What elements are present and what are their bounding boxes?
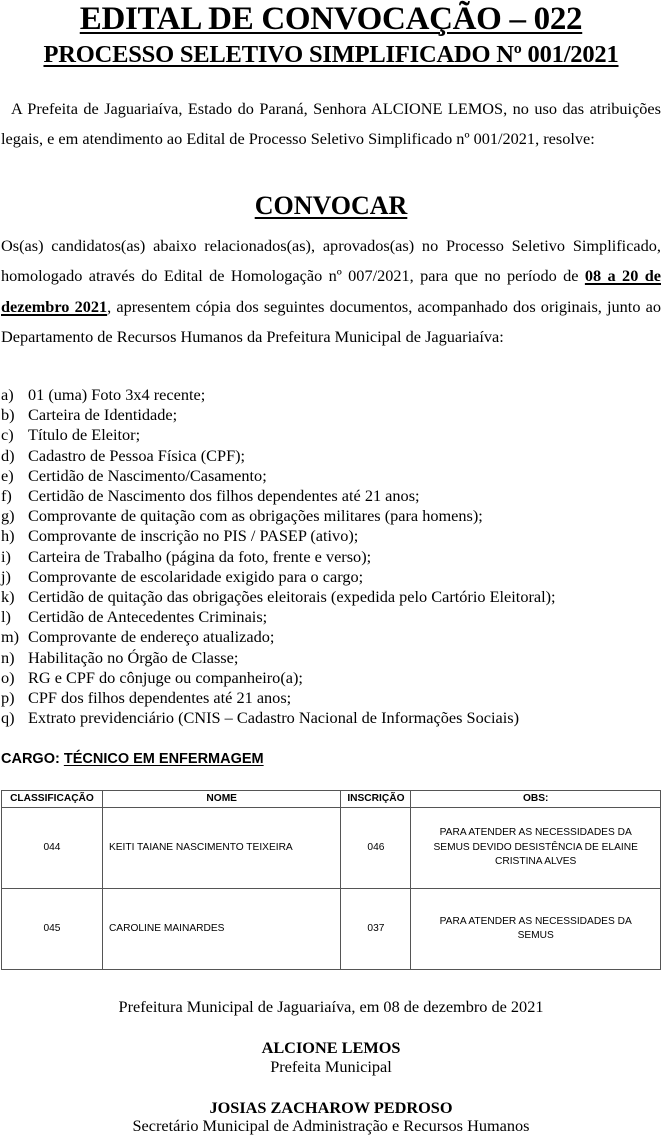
list-item-text: Certidão de Nascimento/Casamento; — [28, 465, 267, 485]
candidates-table — [1, 790, 661, 970]
body-text-part1: Os(as) candidatos(as) abaixo relacionados(as), aprovados(as) no Processo Seletivo Simplificado, homologado através do Edital de Homologação nº 007/2021, para que no período de — [1, 236, 661, 286]
list-item-text: Certidão de quitação das obrigações eleitorais (expedida pelo Cartório Eleitoral); — [28, 587, 556, 607]
list-item-text: 01 (uma) Foto 3x4 recente; — [28, 385, 206, 404]
list-item-letter: e) — [1, 465, 14, 485]
list-item-text: Comprovante de inscrição no PIS / PASEP (ativo); — [28, 526, 359, 546]
signatory-role: Secretário Municipal de Administração e Recursos Humanos — [132, 1116, 530, 1135]
cargo-value: TÉCNICO EM ENFERMAGEM — [63, 751, 264, 767]
list-item-text: Comprovante de endereço atualizado; — [28, 627, 275, 647]
cell-classificacao: 045 — [2, 889, 103, 970]
header-inscricao: INSCRIÇÃO — [341, 791, 411, 808]
list-item-letter: f) — [1, 486, 12, 506]
intro-paragraph: A Prefeita de Jaguariaíva, Estado do Paraná, Senhora ALCIONE LEMOS, no uso das atribuições legais, e em atendimento ao Edital de Processo Seletivo Simplificado nº 001/2021, resolve: — [1, 99, 661, 149]
list-item — [1, 526, 556, 546]
list-item-text: Extrato previdenciário (CNIS – Cadastro Nacional de Informações Sociais) — [28, 708, 519, 728]
list-item — [1, 486, 556, 506]
cargo-line — [1, 749, 264, 769]
list-item-letter: a) — [1, 385, 14, 404]
list-item — [1, 688, 556, 708]
list-item-letter: c) — [1, 425, 14, 445]
list-item — [1, 648, 556, 668]
list-item-text: RG e CPF do cônjuge ou companheiro(a); — [28, 667, 303, 687]
list-item — [1, 668, 556, 688]
cargo-label: CARGO: — [1, 751, 64, 767]
list-item — [1, 547, 556, 567]
list-item-letter: d) — [1, 445, 15, 465]
convocar-heading: CONVOCAR — [254, 191, 408, 220]
list-item-letter: l) — [1, 607, 11, 627]
list-item-letter: h) — [1, 526, 15, 546]
cell-nome: KEITI TAIANE NASCIMENTO TEIXEIRA — [102, 808, 341, 889]
cell-obs: PARA ATENDER AS NECESSIDADES DA SEMUS DEVIDO DESISTÊNCIA DE ELAINE CRISTINA ALVES — [411, 808, 661, 889]
list-item-letter: b) — [1, 405, 15, 425]
list-item-letter: k) — [1, 587, 15, 607]
list-item-letter: p) — [1, 688, 15, 708]
body-paragraph — [1, 231, 661, 352]
list-item — [1, 587, 556, 607]
list-item — [1, 425, 556, 445]
list-item — [1, 607, 556, 627]
place-and-date: Prefeitura Municipal de Jaguariaíva, em 08 de dezembro de 2021 — [118, 997, 544, 1016]
cell-classificacao: 044 — [2, 808, 103, 889]
list-item-text: Certidão de Nascimento dos filhos dependentes até 21 anos; — [28, 486, 420, 506]
header-classificacao: CLASSIFICAÇÃO — [2, 791, 103, 808]
list-item-letter: o) — [1, 667, 15, 687]
list-item-text: Comprovante de quitação com as obrigações militares (para homens); — [28, 506, 483, 526]
list-item-text: Comprovante de escolaridade exigido para o cargo; — [28, 566, 364, 586]
header-obs: OBS: — [411, 791, 661, 808]
list-item — [1, 446, 556, 466]
list-item-text: Certidão de Antecedentes Criminais; — [28, 607, 268, 627]
list-item — [1, 405, 556, 425]
list-item-text: Título de Eleitor; — [28, 425, 141, 445]
table-row — [2, 808, 661, 889]
list-item — [1, 466, 556, 486]
list-item-letter: g) — [1, 506, 15, 526]
list-item — [1, 385, 556, 405]
cell-obs: PARA ATENDER AS NECESSIDADES DA SEMUS — [411, 889, 661, 970]
list-item — [1, 708, 556, 728]
list-item-text: Cadastro de Pessoa Física (CPF); — [28, 445, 246, 465]
list-item-letter: i) — [1, 546, 11, 566]
header-nome: NOME — [102, 791, 341, 808]
list-item-letter: j) — [1, 566, 11, 586]
list-item-text: Carteira de Identidade; — [28, 405, 178, 425]
cell-nome: CAROLINE MAINARDES — [102, 889, 341, 970]
signatory-name: ALCIONE LEMOS — [261, 1038, 401, 1057]
body-text-part2: , apresentem cópia dos seguintes documentos, acompanhado dos originais, junto ao Departamento de Recursos Humanos da Prefeitura Municipal de Jaguariaíva: — [1, 296, 661, 346]
list-item-letter: n) — [1, 647, 15, 667]
document-title: EDITAL DE CONVOCAÇÃO – 022 — [79, 1, 583, 37]
list-item-letter: q) — [1, 708, 15, 728]
list-item — [1, 567, 556, 587]
list-item-letter: m) — [1, 627, 20, 647]
table-row — [2, 889, 661, 970]
signatory-name: JOSIAS ZACHAROW PEDROSO — [209, 1098, 453, 1117]
table-header-row — [2, 791, 661, 808]
signatory-role: Prefeita Municipal — [270, 1057, 392, 1076]
list-item-text: Habilitação no Órgão de Classe; — [28, 647, 239, 667]
period-dates: 08 a 20 de dezembro 2021 — [1, 266, 661, 316]
list-item-text: CPF dos filhos dependentes até 21 anos; — [28, 688, 292, 708]
cell-inscricao: 037 — [341, 889, 411, 970]
list-item — [1, 627, 556, 647]
document-subtitle: PROCESSO SELETIVO SIMPLIFICADO Nº 001/2021 — [43, 41, 619, 68]
document-list — [1, 385, 556, 728]
cell-inscricao: 046 — [341, 808, 411, 889]
list-item-text: Carteira de Trabalho (página da foto, frente e verso); — [28, 546, 372, 566]
list-item — [1, 506, 556, 526]
